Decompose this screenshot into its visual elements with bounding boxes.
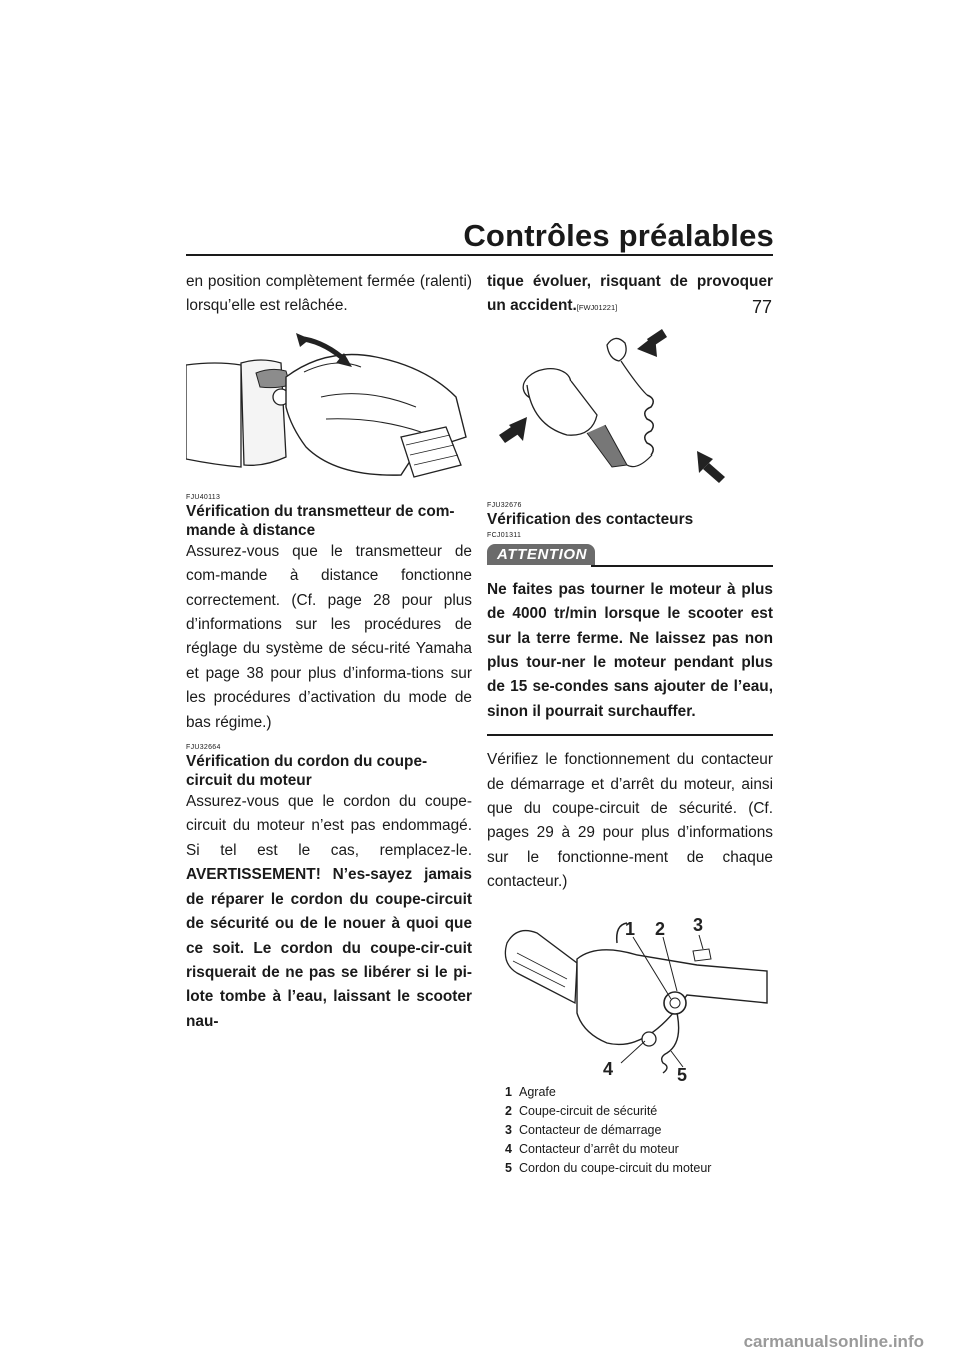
section-code: FJU32676 bbox=[487, 501, 522, 509]
callout-1: 1 bbox=[625, 918, 636, 939]
left-column bbox=[186, 270, 472, 1034]
section-title-switches: Vérification des contacteurs bbox=[487, 510, 694, 528]
warning-code: [FWJ01221] bbox=[576, 303, 618, 313]
switches-body: Vérifiez le fonctionnement du contacteur de démarrage et d’arrêt du moteur, ainsi que du coupe-circuit de sécurité. (Cf. pages 29 à 29 pour plus d’informations sur le fonctionne-ment de chaque contacteur.) bbox=[487, 751, 773, 891]
section-body-lanyard: Assurez-vous que le cordon du coupe-circuit du moteur n’est pas endommagé. Si tel est le cas, remplacez-le. AVERTISSEMENT! N’es-sayez jamais de réparer le cordon du coupe-circuit de sécurité ou de le nouer à quoi que ce soit. Le cordon du coupe-cir-cuit risquerait de ne pas se libérer si le pi-lote tombe à l’eau, laissant le scooter nau- bbox=[186, 793, 472, 1030]
warning-continued: tique évoluer, risquant de provoquer un accident.[FWJ01221] bbox=[487, 273, 773, 315]
attention-rule bbox=[487, 734, 773, 736]
attention-text: Ne faites pas tourner le moteur à plus de 4000 tr/min lorsque le scooter est sur la terre ferme. Ne laissez pas non plus tour-ner le moteur pendant plus de 15 se-condes sans ajouter de l’eau, sinon il pourrait surchauffer. bbox=[487, 580, 773, 720]
legend-item: 2 Coupe-circuit de sécurité bbox=[505, 1103, 658, 1118]
warning-text: AVERTISSEMENT! N’es-sayez jamais de réparer le cordon du coupe-circuit de sécurité ou de le nouer à quoi que ce soit. Le cordon du coupe-cir-cuit risquerait de ne pas se libérer si le pi-lote tombe à l’eau, laissant le scooter nau- bbox=[186, 866, 472, 1030]
throttle-figure bbox=[186, 327, 472, 487]
page-title: Contrôles préalables bbox=[463, 218, 774, 253]
right-column bbox=[487, 270, 773, 1178]
attention-label: ATTENTION bbox=[487, 544, 595, 565]
callout-2: 2 bbox=[655, 918, 666, 939]
lanyard-illustration bbox=[487, 325, 773, 495]
callout-3: 3 bbox=[693, 914, 704, 935]
watermark: carmanualsonline.info bbox=[743, 1332, 924, 1351]
section-code: FJU32664 bbox=[186, 744, 221, 752]
section-body-remote: Assurez-vous que le transmetteur de com-mande à distance fonctionne correctement. (Cf. page 28 pour plus d’informations sur les procédures de réglage du système de sécu-rité Yamaha et page 38 pour plus d’informa-tions sur les procédures d’activation du mode de bas régime.) bbox=[186, 542, 472, 731]
section-title-remote: Vérification du transmetteur de com-mande à distance bbox=[186, 502, 455, 539]
switches-figure bbox=[487, 903, 773, 1083]
handlebar-illustration bbox=[487, 903, 773, 1083]
legend-item: 4 Contacteur d’arrêt du moteur bbox=[505, 1141, 679, 1156]
callout-4: 4 bbox=[603, 1058, 614, 1079]
legend-item: 3 Contacteur de démarrage bbox=[505, 1122, 662, 1137]
section-title-lanyard: Vérification du cordon du coupe-circuit du moteur bbox=[186, 753, 428, 790]
callout-5: 5 bbox=[677, 1064, 688, 1083]
page-number: 77 bbox=[751, 297, 772, 317]
intro-text: en position complètement fermée (ralenti) lorsqu’elle est relâchée. bbox=[186, 273, 472, 315]
glove-throttle-illustration bbox=[186, 327, 472, 487]
lanyard-figure bbox=[487, 325, 773, 495]
legend-item: 1 Agrafe bbox=[505, 1084, 556, 1099]
header-rule bbox=[186, 254, 773, 256]
attention-code: FCJ01311 bbox=[487, 531, 522, 539]
attention-header bbox=[487, 544, 773, 568]
legend-item: 5 Cordon du coupe-circuit du moteur bbox=[505, 1160, 712, 1175]
section-code: FJU40113 bbox=[186, 493, 221, 501]
figure-legend bbox=[487, 1083, 773, 1178]
